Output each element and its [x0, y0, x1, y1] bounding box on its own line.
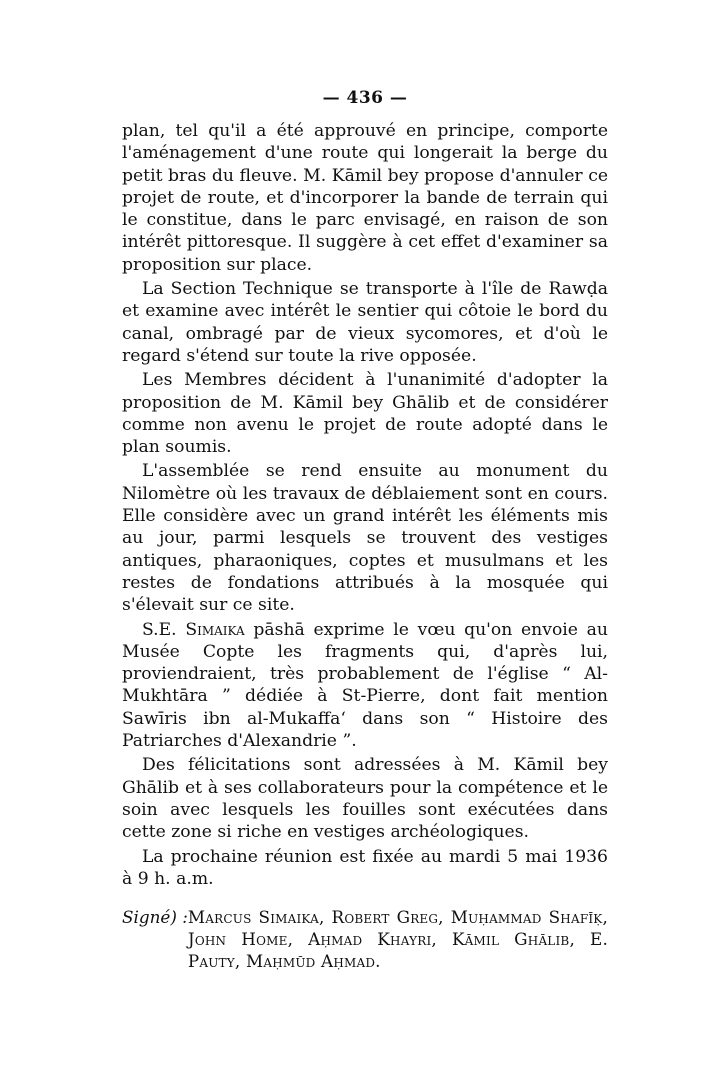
page-number: — 436 —: [322, 88, 408, 108]
signature-block: [122, 906, 608, 972]
paragraph-section-technique: La Section Technique se transporte à l'île de Rawḍa et examine avec intérêt le sentier qui côtoie le bord du canal, ombragé par de vieux sycomores, et d'où le regard s'étend sur toute la rive opposée.: [122, 279, 608, 366]
honorific-prefix: S.E.: [142, 619, 186, 640]
paragraph-felicitations: Des félicitations sont adressées à M. Kāmil bey Ghālib et à ses collaborateurs pour la compétence et le soin avec lesquels les fouilles sont exécutées dans cette zone si riche en vestiges archéologiques.: [122, 755, 608, 843]
paragraph-membres: Les Membres décident à l'unanimité d'adopter la proposition de M. Kāmil bey Ghālib et de considérer comme non avenu le projet de route adopté dans le plan soumis.: [122, 370, 608, 458]
signed-label: Signé) :: [122, 907, 188, 928]
paragraph-prochaine-reunion: La prochaine réunion est fixée au mardi 5 mai 1936 à 9 h. a.m.: [122, 846, 608, 889]
person-name-simaika: Simaika: [185, 619, 245, 640]
paragraph-simaika: [122, 619, 608, 753]
paragraph-assemblee: L'assemblée se rend ensuite au monument du Nilomètre où les travaux de déblaiement sont en cours. Elle considère avec un grand intérêt les éléments mis au jour, parmi lesquels se trouvent des vestiges antiques, pharaoniques, coptes et musulmans et les restes de fondations attribués à la mosquée qui s'élevait sur ce site.: [122, 461, 608, 616]
paragraph-simaika-text: pāshā exprime le vœu qu'on envoie au Musée Copte les fragments qui, d'après lui, proviendraient, très probablement de l'église “ Al-Mukhtāra ” dédiée à St-Pierre, dont fait mention Sawīris ibn al-Mukaffa‘ dans son “ Histoire des Patriarches d'Alexandrie ”.: [122, 619, 608, 752]
document-page: [122, 88, 608, 972]
signatory-names: Marcus Simaika, Robert Greg, Muḥammad Shafīḳ, John Home, Aḥmad Khayri, Kāmil Ghālib, E. Pauty, Maḥmūd Aḥmad.: [187, 907, 608, 972]
paragraph-plan: plan, tel qu'il a été approuvé en principe, comporte l'aménagement d'une route qui longerait la berge du petit bras du fleuve. M. Kāmil bey propose d'annuler ce projet de route, et d'incorporer la bande de terrain qui le constitue, dans le parc envisagé, en raison de son intérêt pittoresque. Il suggère à cet effet d'examiner sa proposition sur place.: [122, 121, 608, 275]
